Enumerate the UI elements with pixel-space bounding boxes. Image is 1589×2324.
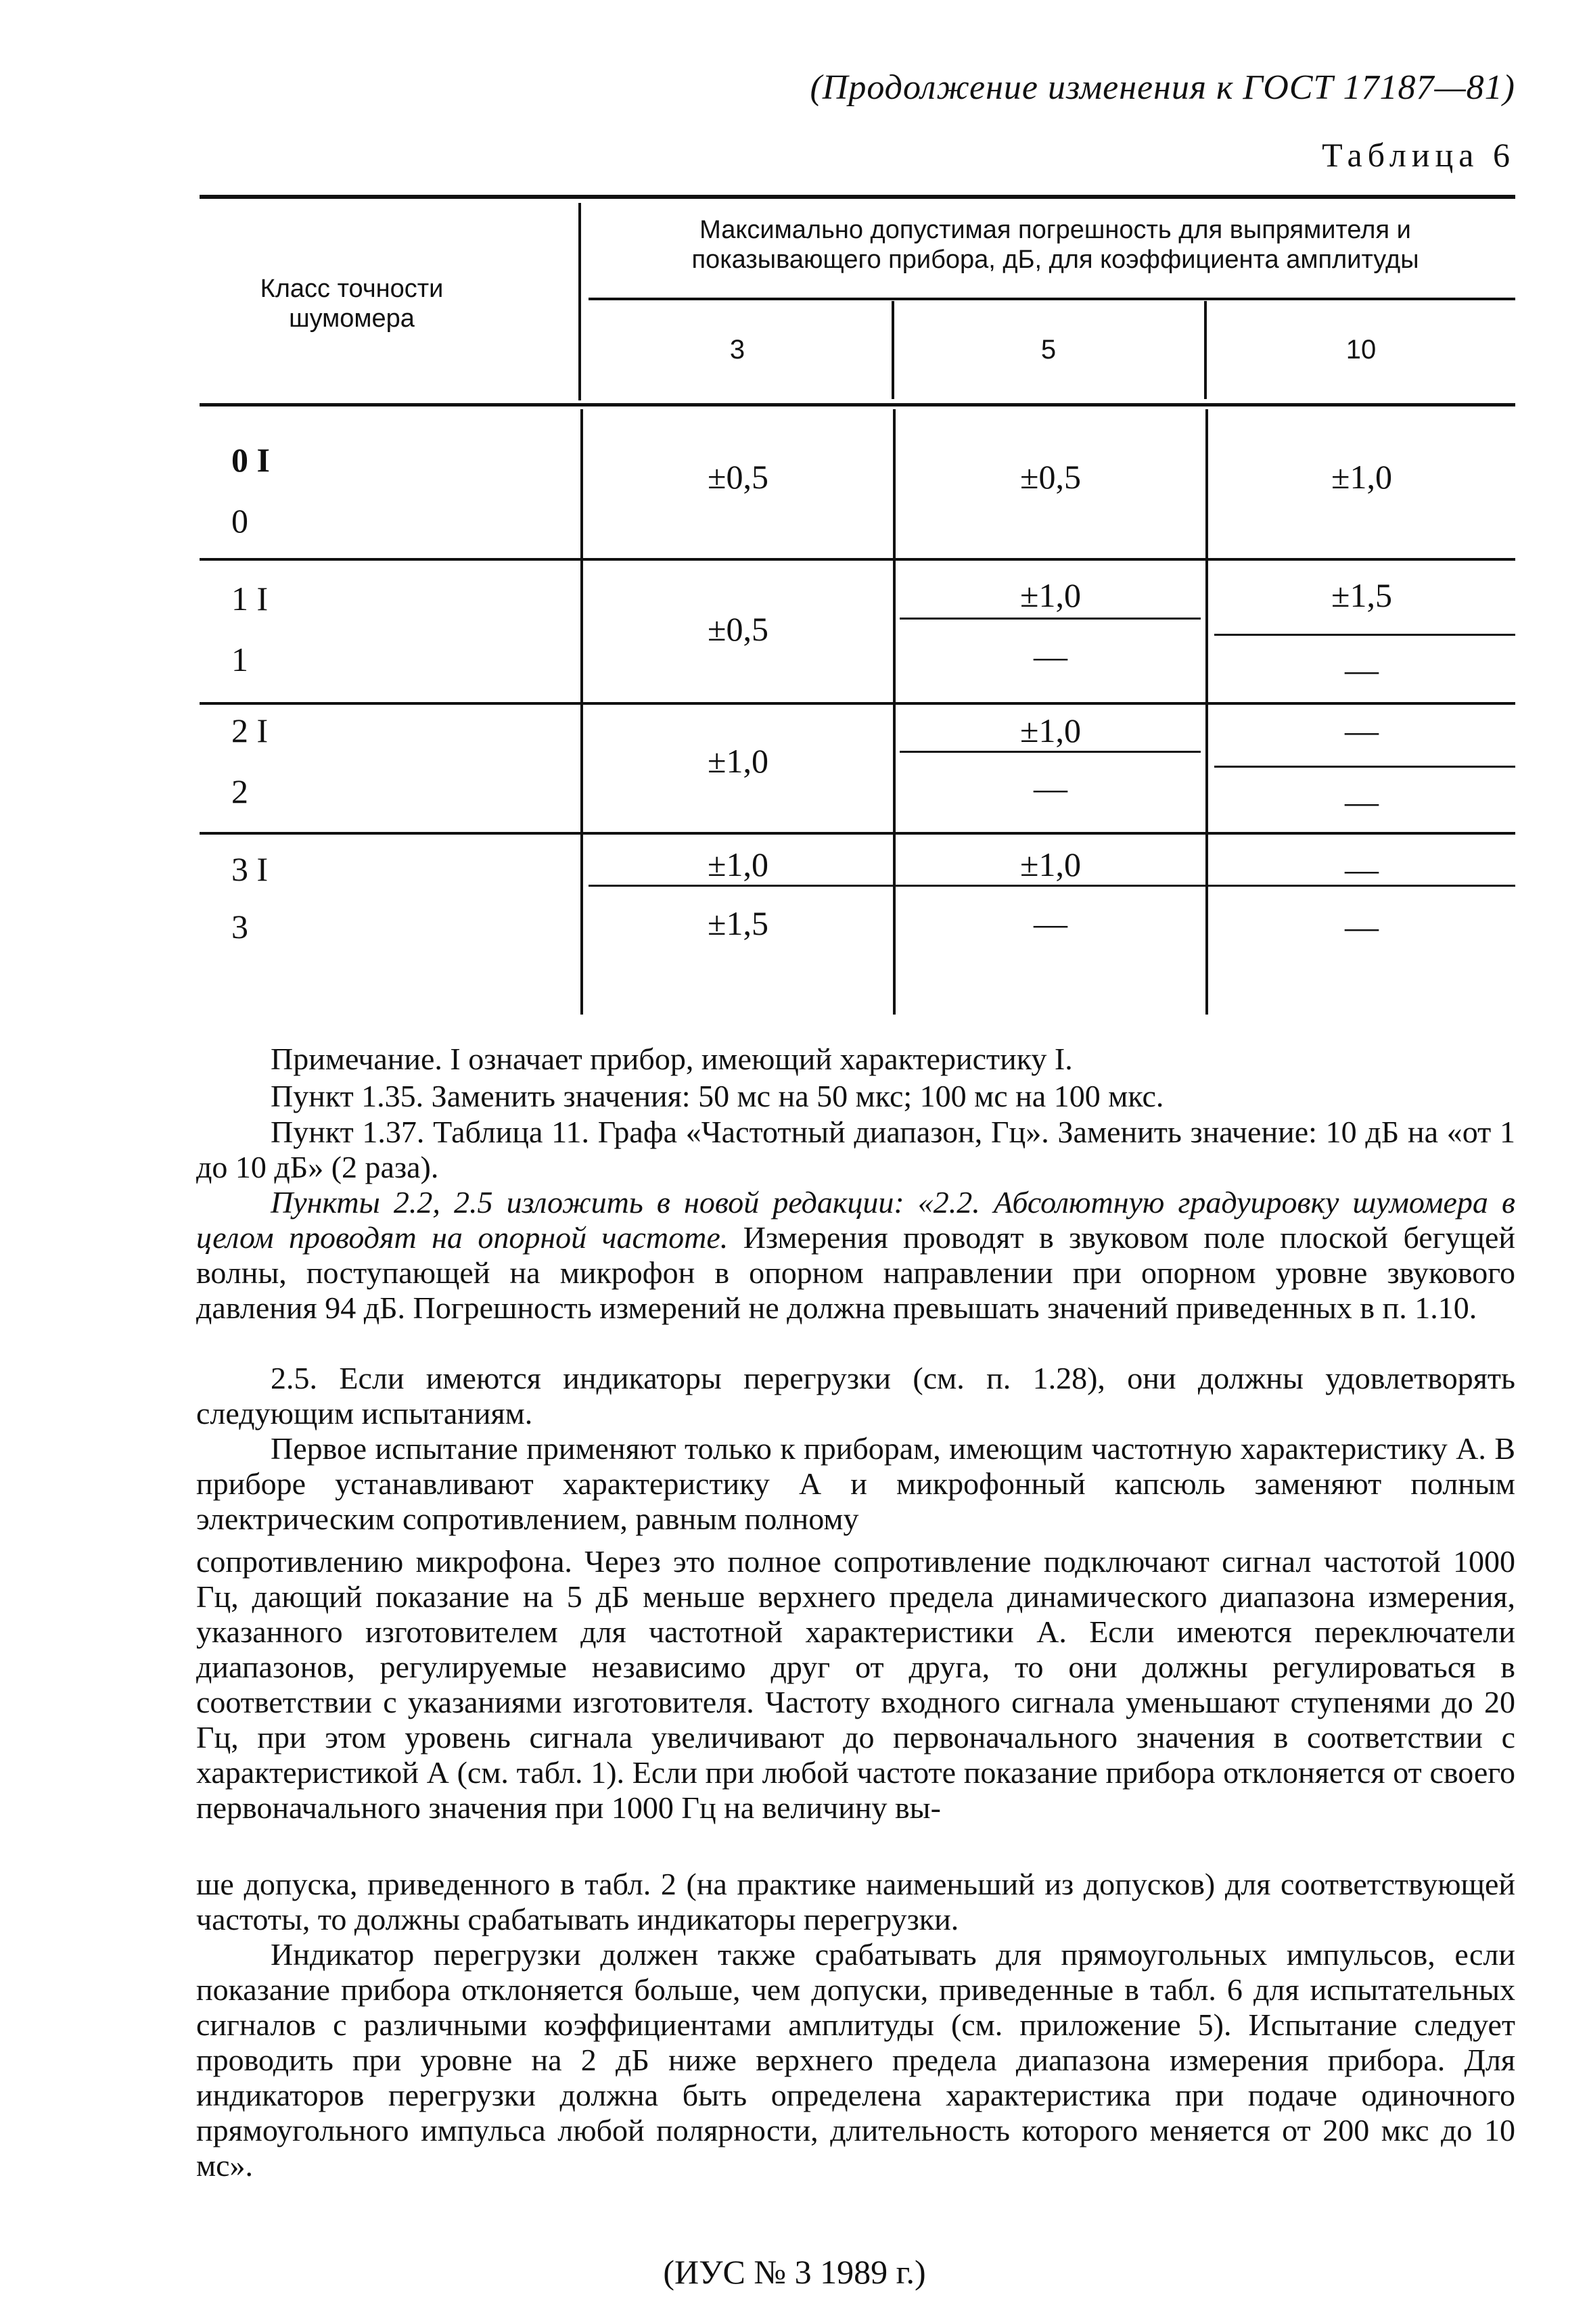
cell-value: — [1034,769,1067,807]
row-rule-2 [200,702,1515,705]
cell-value: — [1345,783,1379,820]
header-col-divider [578,203,581,400]
subrow-rule-r2-c5 [900,618,1201,620]
cell-value: ±1,0 [708,742,768,780]
cell-value: — [1345,712,1379,749]
cell-value: — [1034,637,1067,675]
item-1-37: Пункт 1.37. Таблица 11. Графа «Частотный диапазон, Гц». Заменить значение: 10 дБ на «от 1 до 10 дБ» (2 раза). [196,1115,1515,1184]
class-label: 0 [231,502,248,540]
row-rule-1 [200,558,1515,561]
items-2-2-2-5 [196,1185,1515,1326]
cell-value: ±1,5 [1331,576,1392,614]
cell-value: — [1345,651,1379,689]
cell-value: ±1,0 [1331,458,1392,496]
item-1-35: Пункт 1.35. Заменить значения: 50 мс на 50 мкс; 100 мс на 100 мкс. [271,1079,1164,1113]
cell-value: ±0,5 [708,610,768,648]
class-label: 1 I [231,580,269,618]
subrow-rule-r3-c5 [900,751,1201,753]
first-test-part-b: сопротивлению микрофона. Через это полное сопротивление подключают сигнал частотой 1000 Гц, дающий показание на 5 дБ меньше верхнего предела динамического диапазона измерения, указанного изготовителем для частотной характеристики А. Если имеются переключатели диапазонов, регулируемые независимо друг от друга, то они должны регулироваться в соответствии с указаниями изготовителя. Частоту входного сигнала уменьшают ступенями до 20 Гц, при этом уровень сигнала увеличивают до первоначального значения в соответствии с характеристикой А (см. табл. 1). Если при любой частоте показание прибора отклоняется от своего первоначального значения при 1000 Гц на величину вы- [196,1544,1515,1825]
cell-value: ±1,0 [1020,712,1081,749]
footer-source: (ИУС № 3 1989 г.) [663,2253,926,2291]
subrow-rule-r3-c10 [1214,766,1515,768]
table-top-rule [200,195,1515,199]
class-label: 2 I [231,712,269,749]
amp-factor-5: 5 [1040,335,1057,365]
group-column-header: Максимально допустимая погрешность для выпрямителя и показывающего прибора, дБ, для коэффициента амплитуды [691,216,1419,274]
cell-value: ±1,0 [1020,576,1081,614]
indicator-paragraph: Индикатор перегрузки должен также срабатывать для прямоугольных импульсов, если показание прибора отклоняется больше, чем допуски, приведенные в табл. 6 для испытательных сигналов с различными коэффициентами амплитуды (см. приложение 5). Испытание следует проводить при уровне на 2 дБ ниже верхнего предела диапазона измерения прибора. Для индикаторов перегрузки должна быть определена характеристика при подаче одиночного прямоугольного импульса любой полярности, длительность которого меняется от 200 мкс до 10 мс». [196,1937,1515,2183]
cell-value: — [1345,850,1379,888]
class-label: 1 [231,641,248,678]
items-2-2-rest: Измерения проводят в звуковом поле плоской бегущей волны, поступающей на микрофон в опорном направлении при опорном уровне звукового давления 94 дБ. Погрешность измерений не должна превышать значений приведенных в п. 1.10. [196,1220,1515,1325]
first-test-part-a: Первое испытание применяют только к приборам, имеющим частотную характеристику А. В приборе устанавливают характеристику А и микрофонный капсюль заменяют полным электрическим сопротивлением, равным полному [196,1431,1515,1536]
header-inner-rule [589,298,1515,300]
item-2-5: 2.5. Если имеются индикаторы перегрузки (см. п. 1.28), они должны удовлетворять следующим испытаниям. [196,1361,1515,1431]
first-test-part-c: ше допуска, приведенного в табл. 2 (на практике наименьший из допусков) для соответствующей частоты, то должны срабатывать индикаторы перегрузки. [196,1867,1515,1936]
cell-value: — [1034,904,1067,942]
cell-value: — [1345,908,1379,946]
class-label: 3 I [231,850,269,888]
subrow-rule-r2-c10 [1214,634,1515,636]
continuation-header: (Продолжение изменения к ГОСТ 17187—81) [810,68,1515,107]
table-note: Примечание. I означает прибор, имеющий характеристику I. [271,1042,1073,1076]
class-label: 3 [231,908,248,946]
amp-factor-10: 10 [1345,335,1377,365]
cell-value: ±0,5 [708,458,768,496]
cell-value: ±1,0 [1020,845,1081,883]
cell-value: ±1,5 [708,904,768,942]
cell-value: ±1,0 [708,845,768,883]
header-bottom-rule [200,403,1515,406]
row-rule-3 [200,832,1515,835]
amp-factor-3: 3 [729,335,745,365]
class-label: 2 [231,772,248,810]
cell-value: ±0,5 [1020,458,1081,496]
items-2-2-lead: Пункты 2.2, 2.5 изложить в новой редакции: «2.2. Абсолютную градуировку шумомера в целом проводят на опорной частоте. [196,1185,1515,1255]
table-caption: Таблица 6 [1322,136,1515,174]
class-label: 0 I [231,441,270,479]
class-column-header: Класс точности шумомера [260,275,444,333]
